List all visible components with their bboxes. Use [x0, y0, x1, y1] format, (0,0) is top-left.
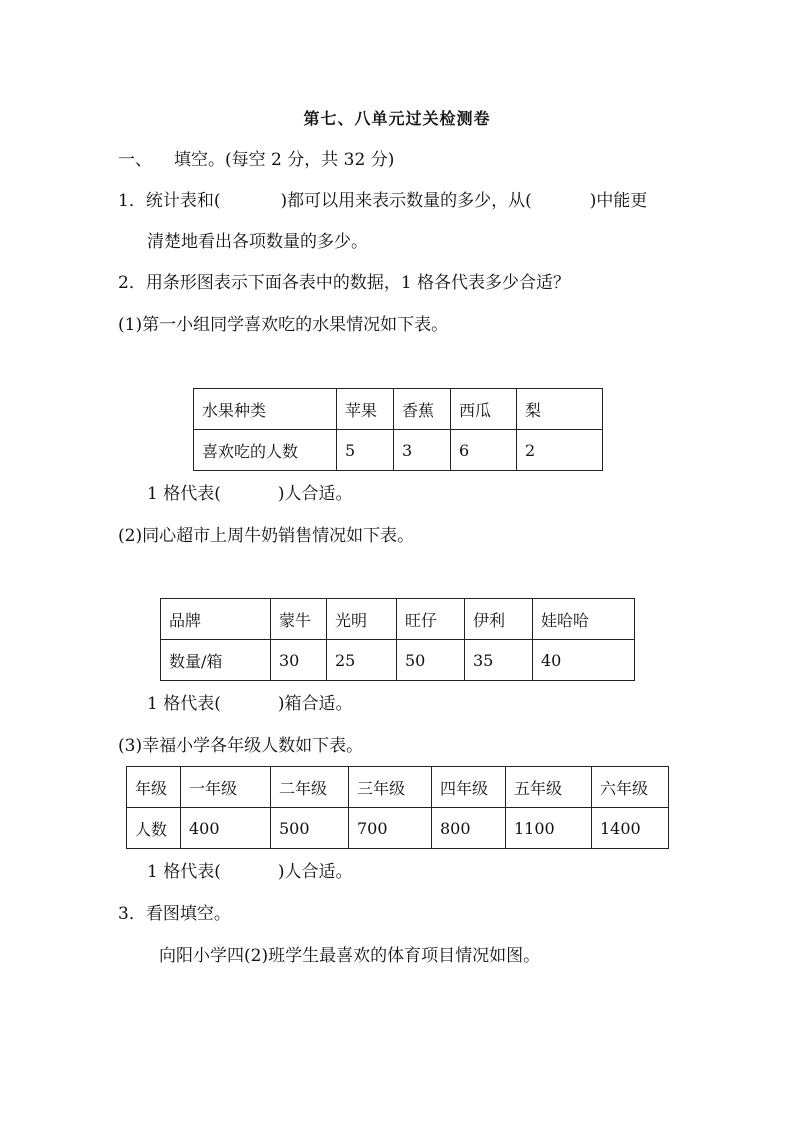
table-cell: 700	[349, 808, 432, 849]
subquestion-3-answer: 1 格代表( )人合适。	[147, 862, 353, 882]
table-cell: 400	[181, 808, 271, 849]
question-3	[118, 902, 231, 926]
section-heading	[118, 148, 394, 172]
subquestion-label: (3)	[118, 736, 143, 756]
table-cell: 三年级	[349, 767, 432, 808]
table-cell: 3	[394, 430, 451, 471]
table-row	[127, 767, 669, 808]
table-cell: 一年级	[181, 767, 271, 808]
section-number: 一、	[118, 150, 152, 170]
table-cell: 500	[271, 808, 349, 849]
table-row	[194, 430, 603, 471]
subquestion-1	[118, 313, 448, 337]
table-cell: 2	[517, 430, 603, 471]
subquestion-text: 同心超市上周牛奶销售情况如下表。	[142, 526, 415, 546]
table-cell: 35	[465, 640, 533, 681]
table-cell: 品牌	[161, 599, 271, 640]
table-cell: 5	[337, 430, 394, 471]
table-row	[194, 389, 603, 430]
question-number: 3．	[118, 904, 146, 924]
subquestion-label: (2)	[118, 526, 143, 546]
subquestion-2-answer: 1 格代表( )箱合适。	[147, 694, 353, 714]
table-cell: 数量/箱	[161, 640, 271, 681]
table-cell: 二年级	[271, 767, 349, 808]
table-cell: 25	[327, 640, 397, 681]
subquestion-text: 幸福小学各年级人数如下表。	[142, 736, 364, 756]
subquestion-label: (1)	[118, 315, 143, 335]
table-cell: 人数	[127, 808, 181, 849]
subquestion-1-answer: 1 格代表( )人合适。	[147, 484, 353, 504]
table-cell: 四年级	[432, 767, 506, 808]
subquestion-3	[118, 734, 363, 758]
table-cell: 伊利	[465, 599, 533, 640]
table-cell: 五年级	[506, 767, 592, 808]
table-row	[161, 640, 635, 681]
question-1: 1．统计表和( )都可以用来表示数量的多少，从( )中能更	[118, 191, 648, 211]
table-cell: 喜欢吃的人数	[194, 430, 337, 471]
question-3-description: 向阳小学四(2)班学生最喜欢的体育项目情况如图。	[159, 946, 541, 966]
table-row	[127, 808, 669, 849]
table-cell: 光明	[327, 599, 397, 640]
table-cell: 娃哈哈	[533, 599, 635, 640]
question-2	[118, 271, 570, 295]
table-cell: 年级	[127, 767, 181, 808]
table-cell: 蒙牛	[271, 599, 327, 640]
question-text: 用条形图表示下面各表中的数据，1 格各代表多少合适？	[145, 273, 571, 293]
subquestion-text: 第一小组同学喜欢吃的水果情况如下表。	[142, 315, 449, 335]
table-cell: 1100	[506, 808, 592, 849]
table-cell: 梨	[517, 389, 603, 430]
table-cell: 800	[432, 808, 506, 849]
table-cell: 40	[533, 640, 635, 681]
table-cell: 西瓜	[451, 389, 517, 430]
question-1-continued: 清楚地看出各项数量的多少。	[147, 232, 368, 252]
page-title: 第七、八单元过关检测卷	[303, 109, 491, 128]
subquestion-2	[118, 524, 414, 548]
table-cell: 六年级	[592, 767, 669, 808]
table-cell: 香蕉	[394, 389, 451, 430]
table-cell: 苹果	[337, 389, 394, 430]
table-cell: 水果种类	[194, 389, 337, 430]
table-cell: 旺仔	[397, 599, 465, 640]
question-text: 看图填空。	[145, 904, 231, 924]
table-row	[161, 599, 635, 640]
grade-table	[126, 766, 669, 849]
section-instruction: 填空。(每空 2 分，共 32 分)	[174, 150, 395, 170]
milk-table	[160, 598, 635, 681]
question-number: 2．	[118, 273, 146, 293]
question-number: 1．	[118, 191, 146, 211]
table-cell: 30	[271, 640, 327, 681]
table-cell: 6	[451, 430, 517, 471]
table-cell: 50	[397, 640, 465, 681]
fruit-table	[193, 388, 603, 471]
table-cell: 1400	[592, 808, 669, 849]
